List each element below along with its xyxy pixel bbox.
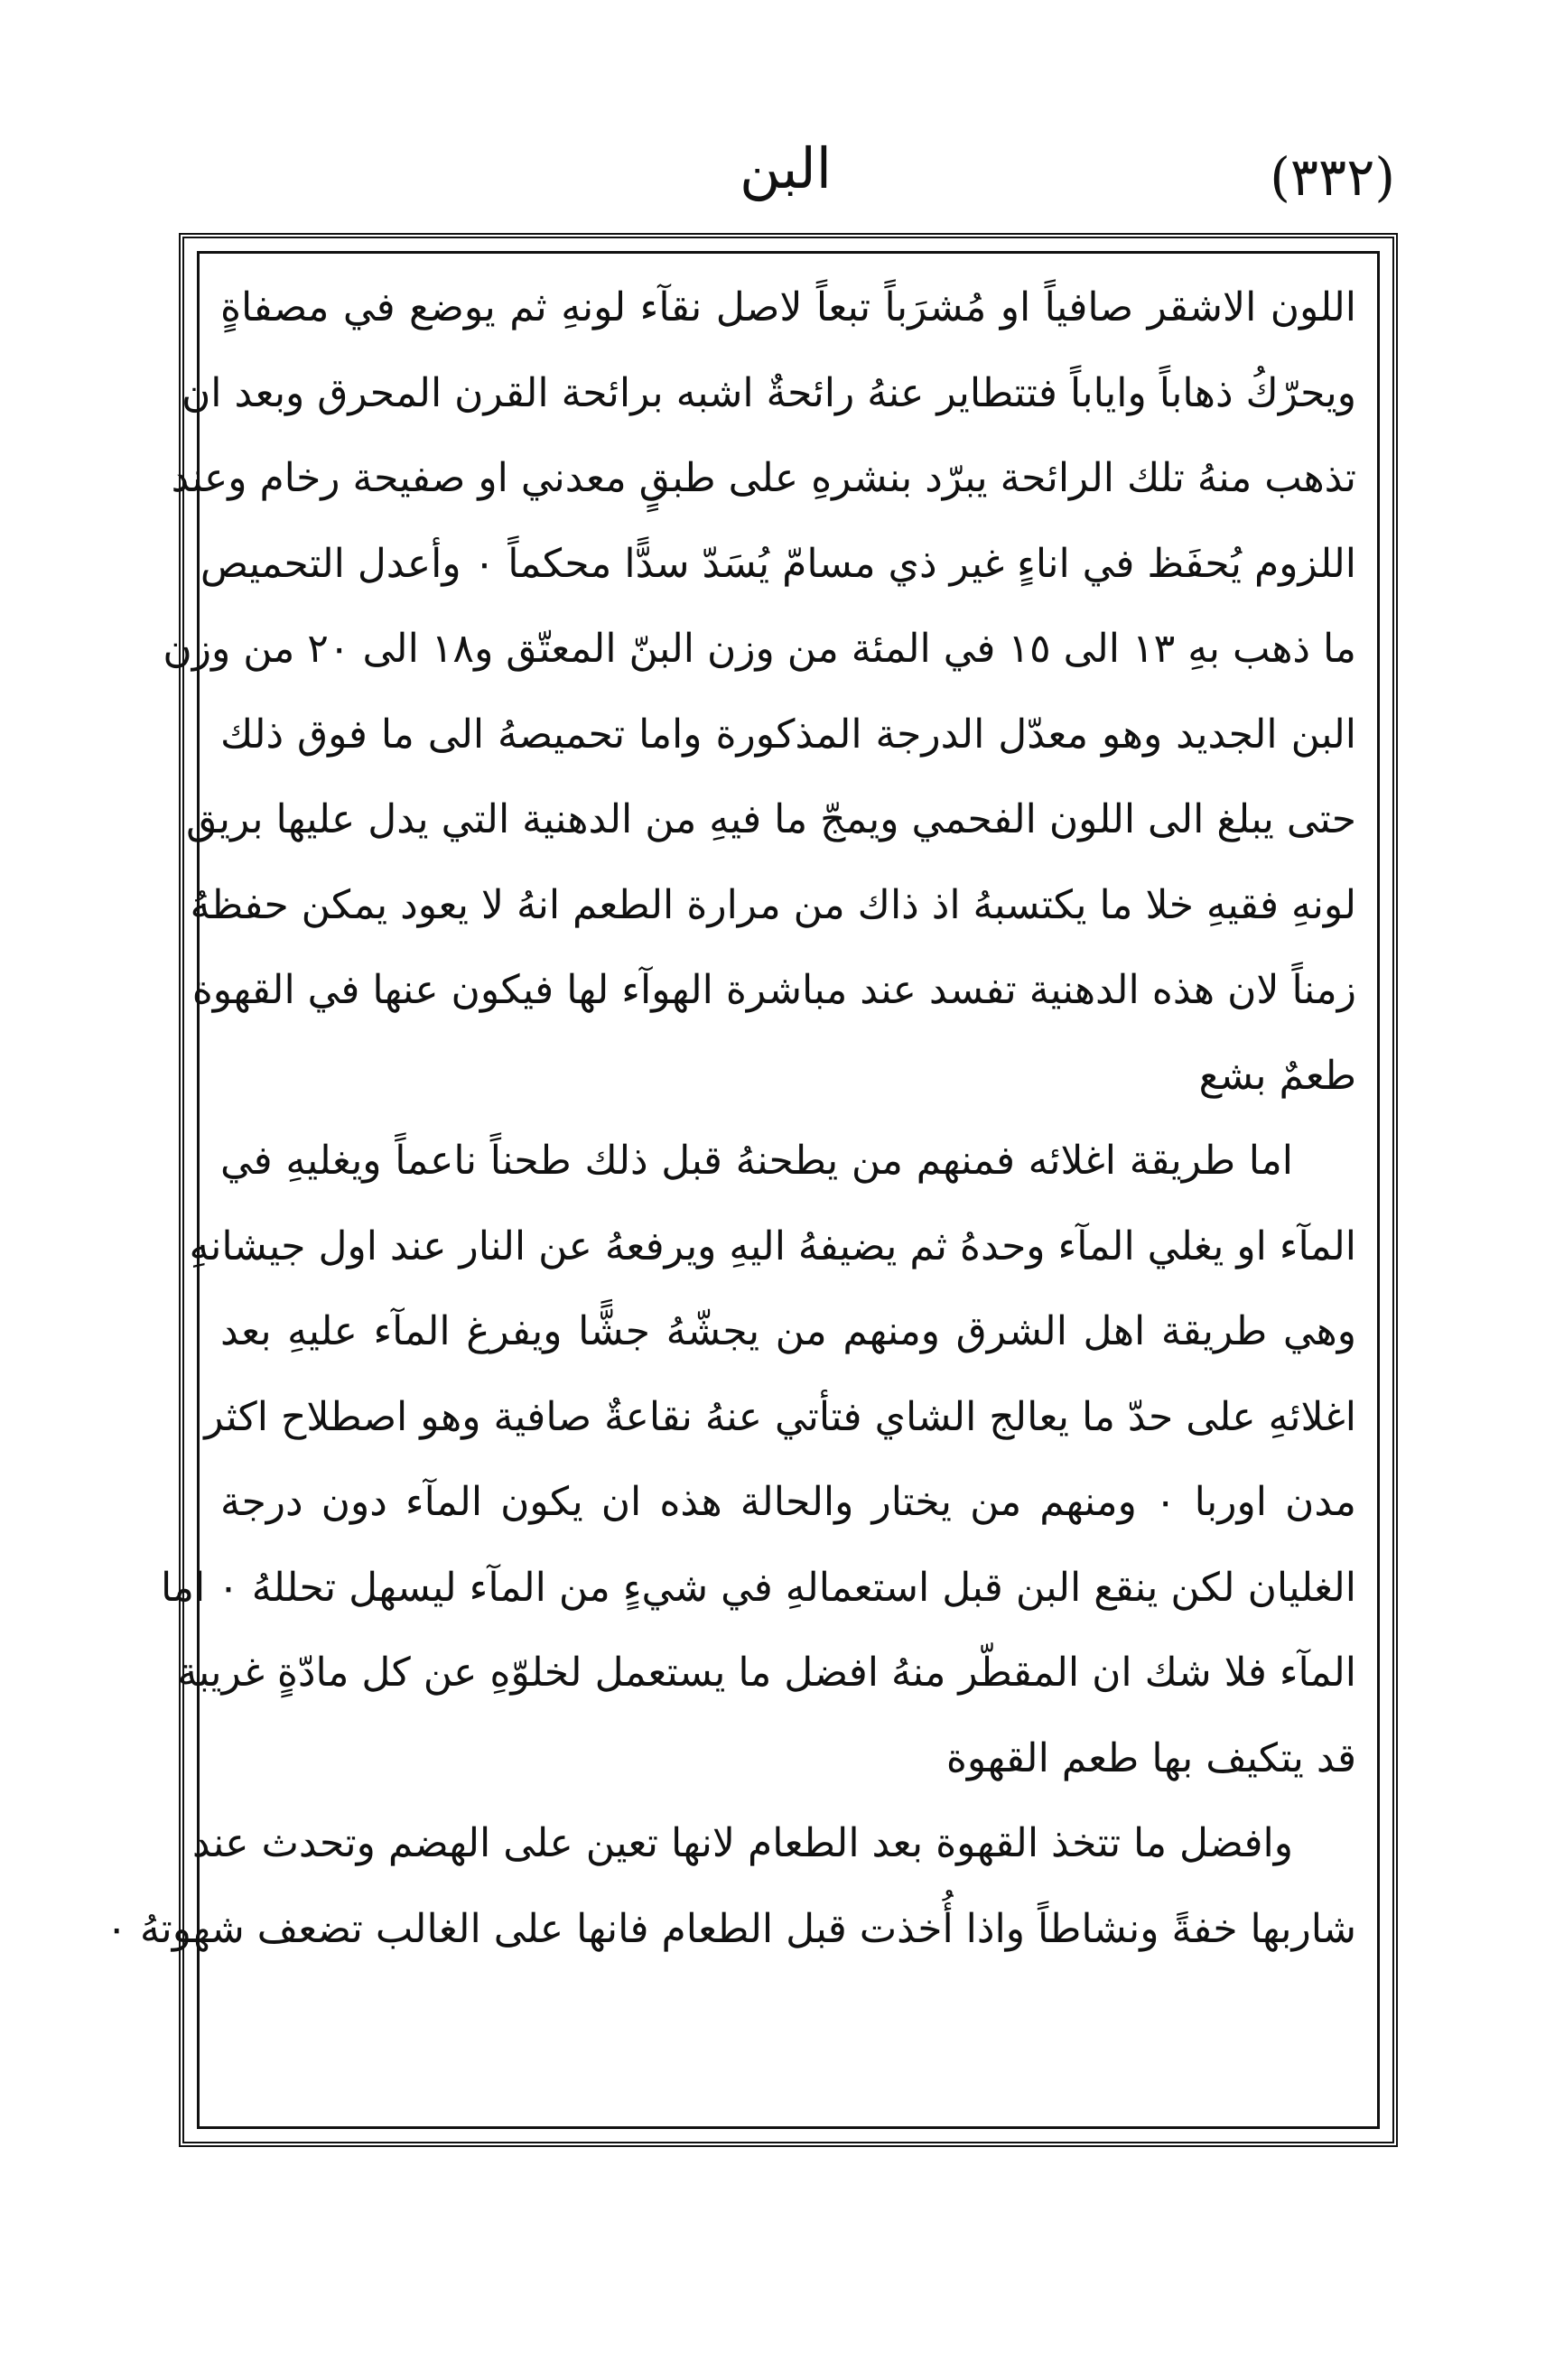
page-header	[176, 135, 1395, 226]
text-line: حتى يبلغ الى اللون الفحمي ويمجّ ما فيهِ من الدهنية التي يدل عليها بريق	[186, 796, 1356, 842]
text-line: قد يتكيف بها طعم القهوة	[945, 1734, 1356, 1781]
text-line: المآء او يغلي المآء وحدهُ ثم يضيفهُ اليهِ ويرفعهُ عن النار عند اول جيشانهِ	[189, 1223, 1356, 1269]
text-line: البن الجديد وهو معدّل الدرجة المذكورة واما تحميصهُ الى ما فوق ذلك	[220, 711, 1356, 758]
page-number: (٣٣٢)	[1270, 146, 1395, 208]
body-text	[106, 265, 1356, 1972]
text-line: شاربها خفةً ونشاطاً واذا أُخذت قبل الطعام فانها على الغالب تضعف شهوتهُ ٠	[106, 1905, 1356, 1952]
text-frame	[106, 233, 1398, 2147]
text-line: وهي طريقة اهل الشرق ومنهم من يجشّهُ جشًّا ويفرغ المآء عليهِ بعد	[220, 1308, 1356, 1354]
text-line: زمناً لان هذه الدهنية تفسد عند مباشرة الهوآء لها فيكون عنها في القهوة	[191, 967, 1356, 1013]
text-line: تذهب منهُ تلك الرائحة يبرّد بنشرهِ على طبقٍ معدني او صفيحة رخام وعند	[171, 455, 1356, 501]
text-line: مدن اوربا ٠ ومنهم من يختار والحالة هذه ان يكون المآء دون درجة	[220, 1479, 1356, 1525]
paragraph-start-line: وافضل ما تتخذ القهوة بعد الطعام لانها تعين على الهضم وتحدث عند	[191, 1820, 1293, 1866]
text-line: المآء فلا شك ان المقطّر منهُ افضل ما يستعمل لخلوّهِ عن كل مادّةٍ غريبة	[177, 1650, 1356, 1696]
text-line: الغليان لكن ينقع البن قبل استعمالهِ في شيءٍ من المآء ليسهل تحللهُ ٠ اما	[160, 1564, 1356, 1611]
text-line: اللزوم يُحفَظ في اناءٍ غير ذي مسامّ يُسَدّ سدًّا محكماً ٠ وأعدل التحميص	[200, 540, 1356, 587]
text-line: ويحرّكُ ذهاباً واياباً فتتطاير عنهُ رائحةٌ اشبه برائحة القرن المحرق وبعد ان	[181, 369, 1356, 416]
running-title: البن	[739, 135, 833, 201]
text-line: طعمٌ بشع	[1198, 1052, 1356, 1099]
text-line: ما ذهب بهِ ١٣ الى ١٥ في المئة من وزن البنّ المعتّق و١٨ الى ٢٠ من وزن	[163, 626, 1356, 672]
text-line: اغلائهِ على حدّ ما يعالج الشاي فتأتي عنهُ نقاعةٌ صافية وهو اصطلاح اكثر	[204, 1393, 1356, 1440]
text-line: لونهِ فقيهِ خلا ما يكتسبهُ اذ ذاك من مرارة الطعم انهُ لا يعود يمكن حفظهُ	[190, 881, 1356, 928]
paragraph-start-line: اما طريقة اغلائه فمنهم من يطحنهُ قبل ذلك طحناً ناعماً ويغليهِ في	[220, 1138, 1293, 1184]
text-line: اللون الاشقر صافياً او مُشرَباً تبعاً لاصل نقآء لونهِ ثم يوضع في مصفاةٍ	[220, 284, 1356, 330]
